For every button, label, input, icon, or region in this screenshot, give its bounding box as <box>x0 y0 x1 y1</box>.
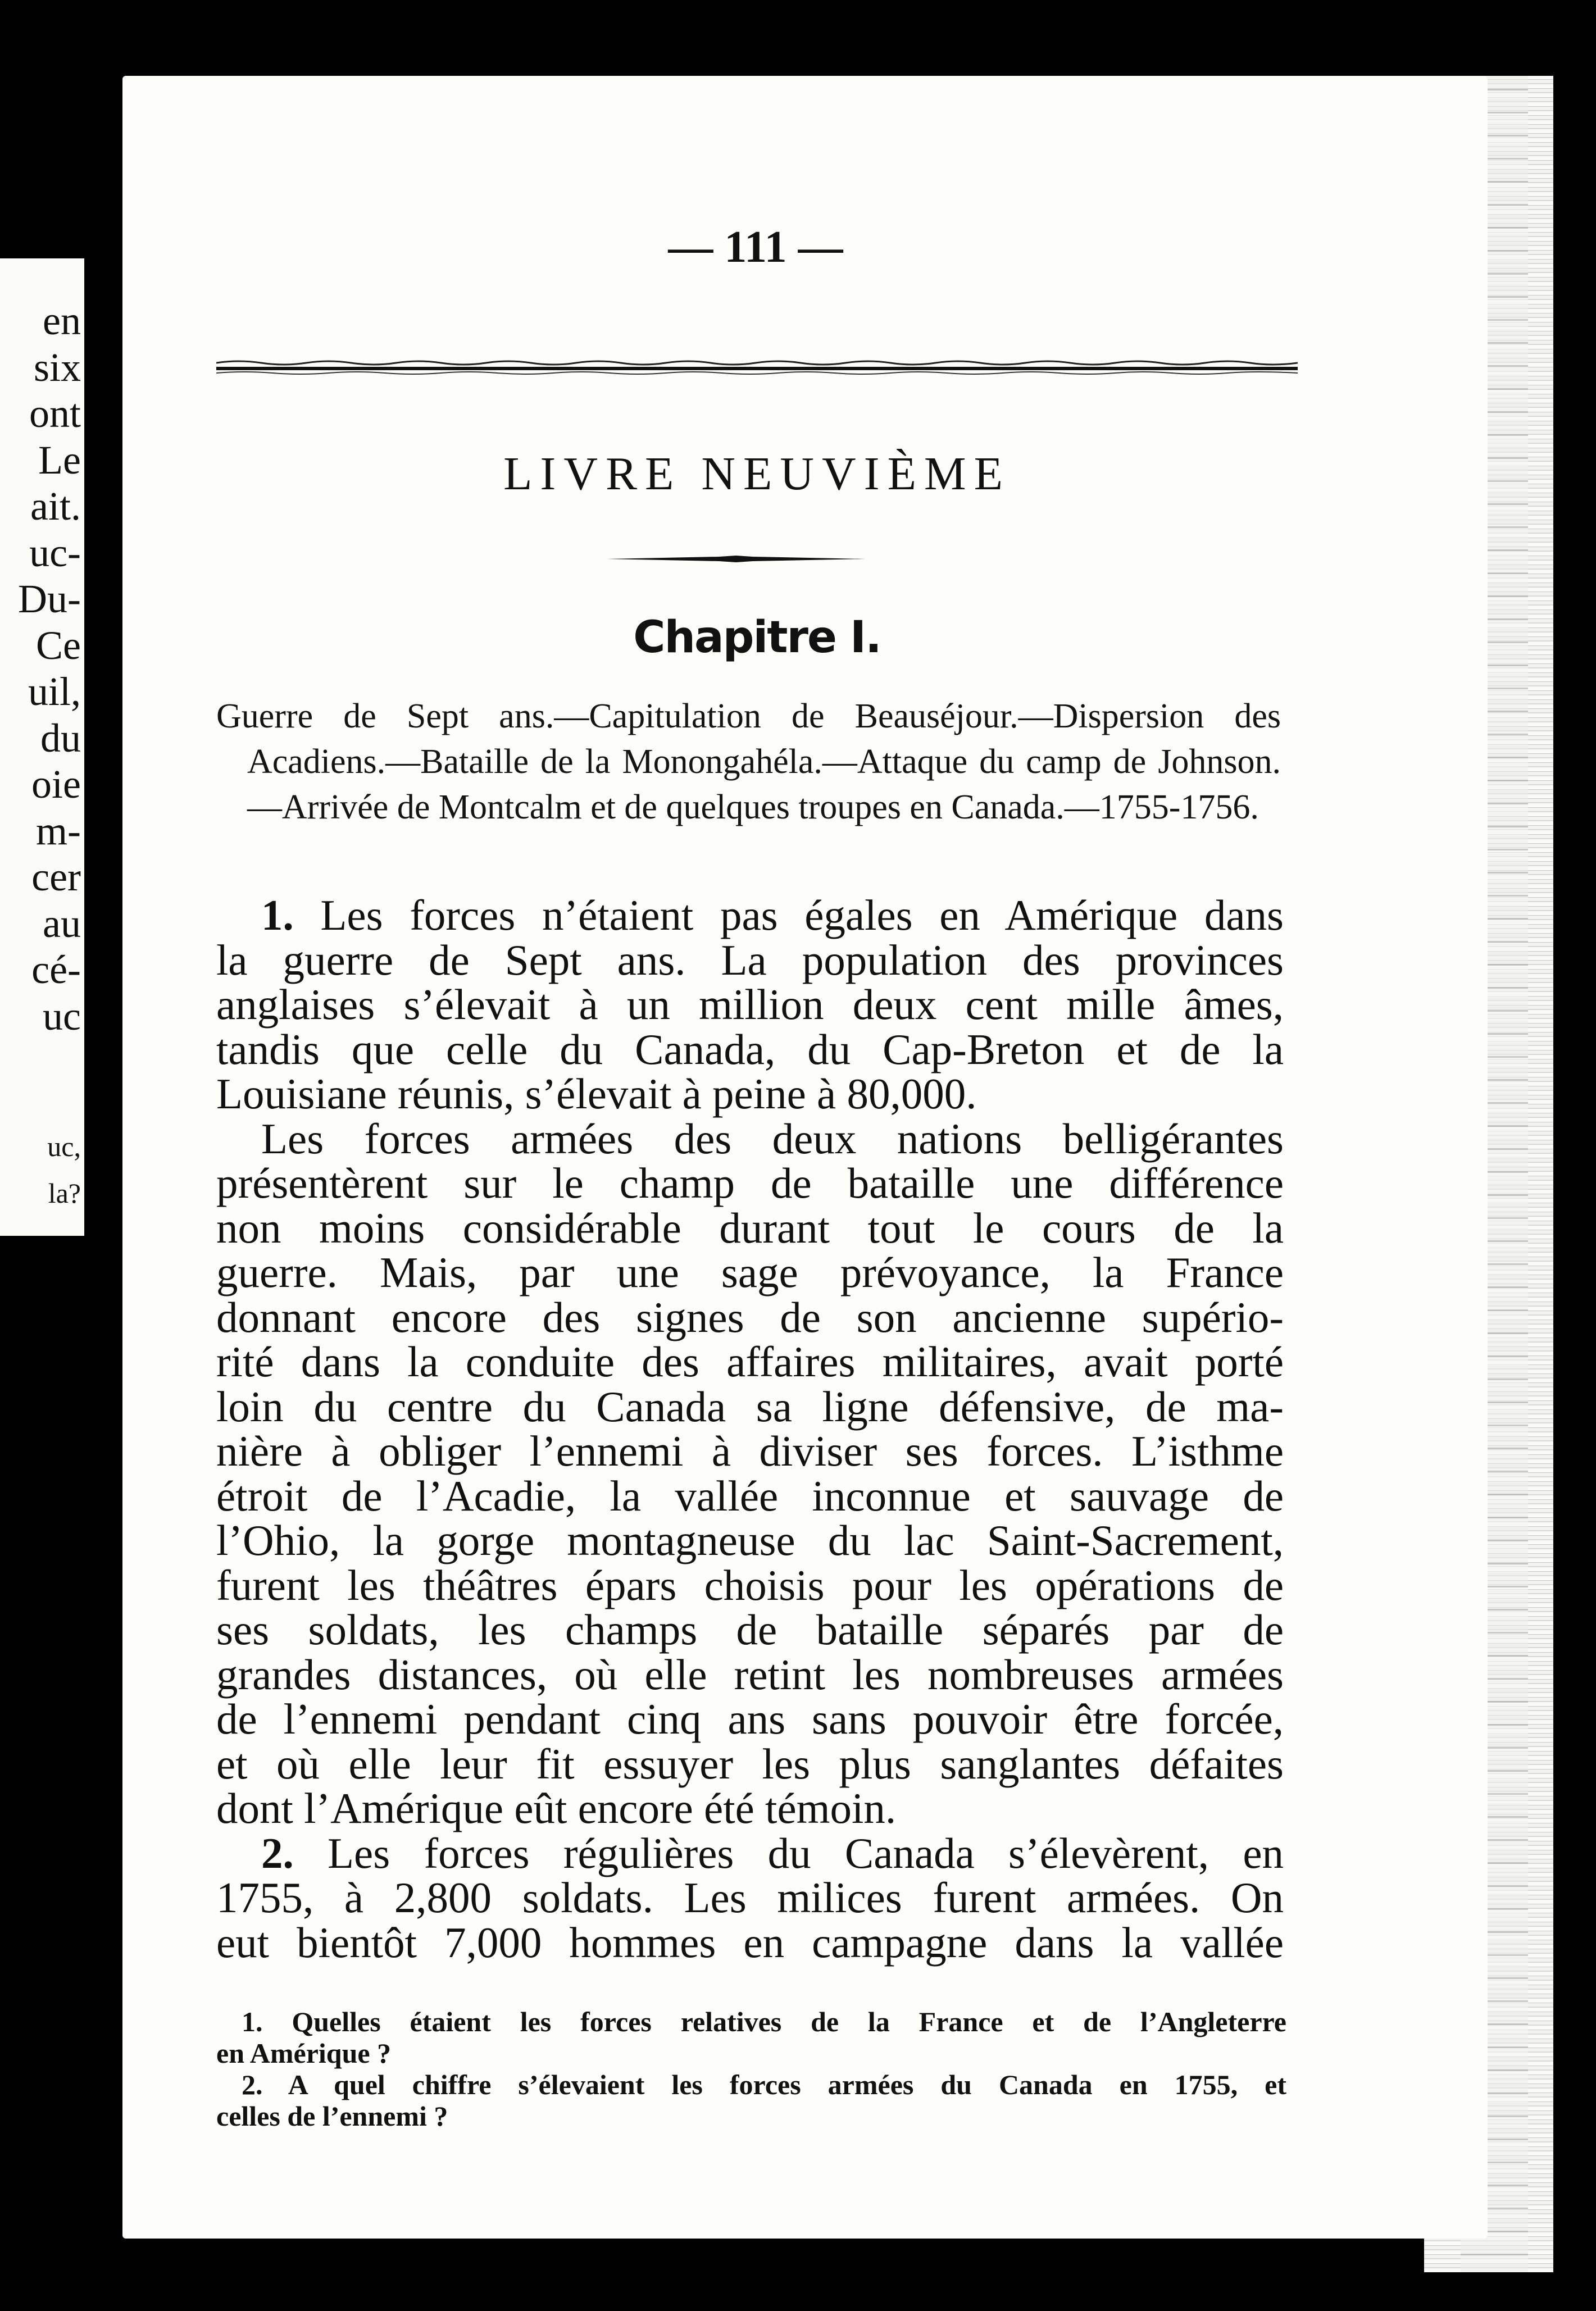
text-line: nière à obliger l’ennemi à diviser ses forces. L’isthme <box>216 1427 1284 1475</box>
chapter-title: Chapitre I. <box>633 612 881 663</box>
prev-word: Le <box>38 437 81 483</box>
text-line: Les forces armées des deux nations belligérantes <box>261 1114 1284 1163</box>
prev-word: Du- <box>18 576 81 621</box>
footnotes <box>216 2005 1286 2131</box>
text-line: loin du centre du Canada sa ligne défensive, de ma- <box>216 1382 1284 1431</box>
footnote-line: 1. Quelles étaient les forces relatives de la France et de l’Angleterre <box>242 2006 1286 2037</box>
text-line: présentèrent sur le champ de bataille une différence <box>216 1159 1284 1207</box>
text-line: 2. Les forces régulières du Canada s’élevèrent, en <box>261 1828 1284 1877</box>
text-line: de l’ennemi pendant cinq ans sans pouvoir être forcée, <box>216 1695 1284 1743</box>
text-line: étroit de l’Acadie, la vallée inconnue et sauvage de <box>216 1471 1284 1520</box>
prev-word: uil, <box>28 669 81 714</box>
text-line: non moins considérable durant tout le cours de la <box>216 1203 1284 1252</box>
chapter-summary-text: Guerre de Sept ans.—Capitulation de Beauséjour.—Dispersion des Acadiens.—Bataille de la Monongahéla.—Attaque du camp de Johnson.—Arrivée de Montcalm et de quelques troupes en Canada.—1755-1756. <box>216 697 1281 826</box>
prev-word: ait. <box>30 484 81 529</box>
prev-word: ont <box>29 391 81 436</box>
prev-word: oie <box>31 762 81 807</box>
text-line: eut bientôt 7,000 hommes en campagne dans la vallée <box>216 1918 1284 1967</box>
text-line: 1755, à 2,800 soldats. Les milices furent armées. On <box>216 1873 1284 1922</box>
body-text <box>216 893 1284 1965</box>
chapter-summary <box>216 694 1281 830</box>
prev-word: m- <box>36 808 81 853</box>
previous-page-fragment <box>0 258 84 1236</box>
text-line: la guerre de Sept ans. La population des provinces <box>216 935 1284 984</box>
page-number: — 111 — <box>668 222 843 272</box>
text-line: ses soldats, les champs de bataille séparés par de <box>216 1605 1284 1654</box>
prev-word: uc, <box>47 1131 81 1162</box>
prev-word: la? <box>48 1177 81 1209</box>
text-line: rité dans la conduite des affaires militaires, avait porté <box>216 1338 1284 1386</box>
text-line: anglaises s’élevait à un million deux cent mille âmes, <box>216 980 1284 1029</box>
text-line: et où elle leur fit essuyer les plus sanglantes défaites <box>216 1739 1284 1788</box>
prev-word: au <box>43 900 81 946</box>
ornamental-divider <box>607 555 865 563</box>
text-line: dont l’Amérique eût encore été témoin. <box>216 1784 897 1832</box>
paragraph-number: 2. <box>261 1828 294 1877</box>
text-line: furent les théâtres épars choisis pour les opérations de <box>216 1561 1284 1609</box>
prev-word: uc- <box>29 530 81 575</box>
prev-word: en <box>43 298 81 343</box>
text-line: grandes distances, où elle retint les nombreuses armées <box>216 1650 1284 1699</box>
prev-word: six <box>33 344 81 390</box>
footnote-line: celles de l’ennemi ? <box>216 2100 448 2132</box>
prev-word: cé- <box>31 947 81 992</box>
prev-word: cer <box>31 854 81 899</box>
text-line: 1. Les forces n’étaient pas égales en Amérique dans <box>261 891 1284 939</box>
text-line: donnant encore des signes de son ancienne supério- <box>216 1293 1284 1341</box>
text-line: tandis que celle du Canada, du Cap-Breton et de la <box>216 1025 1284 1073</box>
prev-word: Ce <box>36 622 81 668</box>
decorative-rule <box>216 360 1298 376</box>
footnote-line: en Amérique ? <box>216 2037 392 2069</box>
book-title: LIVRE NEUVIÈME <box>503 448 1011 500</box>
paragraph-number: 1. <box>261 891 294 939</box>
text-line: l’Ohio, la gorge montagneuse du lac Saint-Sacrement, <box>216 1516 1284 1564</box>
footnote-line: 2. A quel chiffre s’élevaient les forces armées du Canada en 1755, et <box>242 2069 1286 2100</box>
prev-word: du <box>40 715 81 761</box>
prev-word: uc <box>43 993 81 1039</box>
text-line: Louisiane réunis, s’élevait à peine à 80,000. <box>216 1070 977 1118</box>
text-line: guerre. Mais, par une sage prévoyance, la France <box>216 1248 1284 1296</box>
